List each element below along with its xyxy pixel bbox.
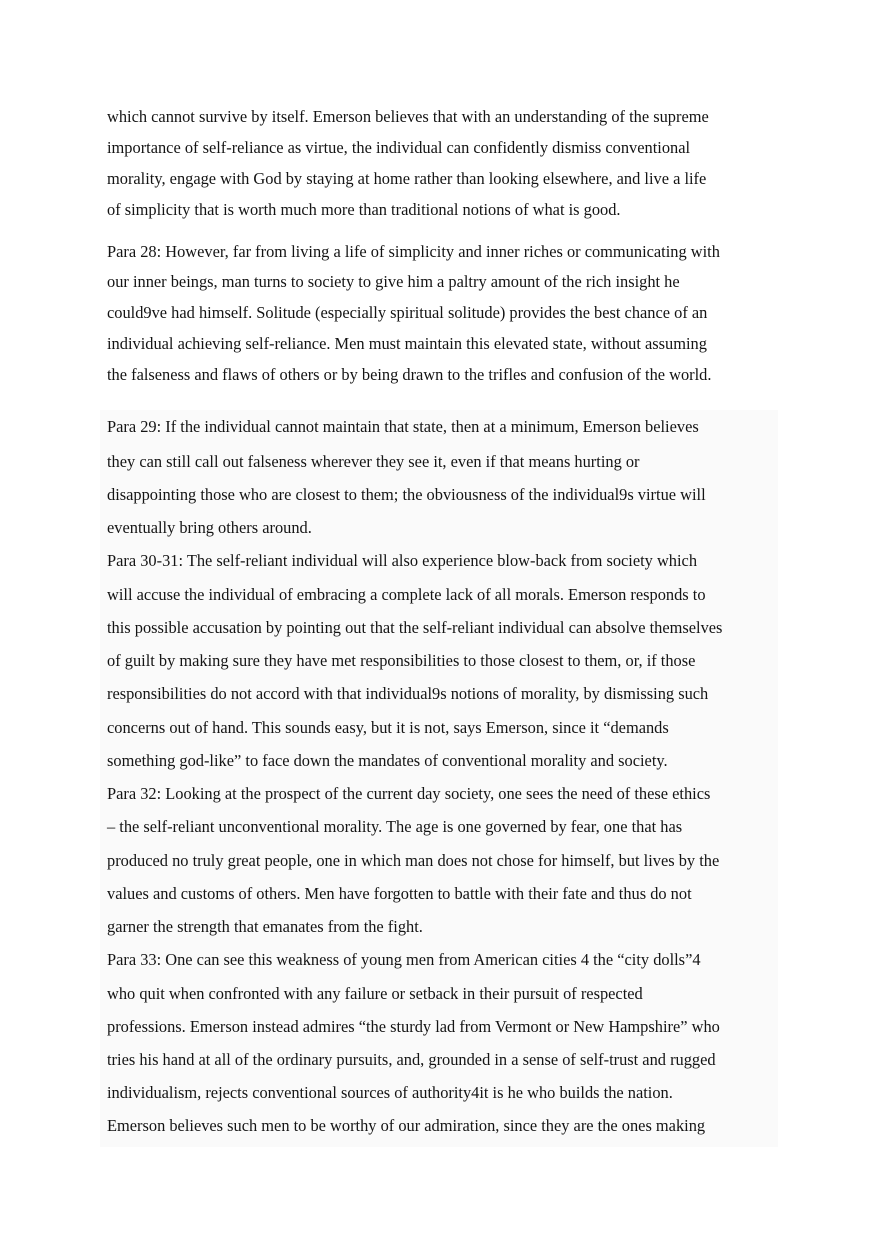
text-line: values and customs of others. Men have forgotten to battle with their fate and thus do not (107, 884, 692, 903)
text-line: which cannot survive by itself. Emerson believes that with an understanding of the supreme (107, 107, 709, 126)
text-line: Para 28: However, far from living a life of simplicity and inner riches or communicating with (107, 242, 720, 261)
text-line: disappointing those who are closest to them; the obviousness of the individual9s virtue will (107, 485, 706, 504)
text-line: who quit when confronted with any failure or setback in their pursuit of respected (107, 984, 643, 1003)
text-line: individualism, rejects conventional sources of authority4it is he who builds the nation. (107, 1083, 673, 1102)
text-line: Para 32: Looking at the prospect of the current day society, one sees the need of these ethics (107, 784, 711, 803)
text-line: morality, engage with God by staying at home rather than looking elsewhere, and live a life (107, 169, 707, 188)
text-line: Emerson believes such men to be worthy of our admiration, since they are the ones making (107, 1116, 706, 1135)
text-line: Para 33: One can see this weakness of young men from American cities 4 the “city dolls”4 (107, 950, 701, 969)
text-line: eventually bring others around. (107, 518, 312, 537)
text-line: produced no truly great people, one in which man does not chose for himself, but lives by the (107, 851, 720, 870)
text-line: garner the strength that emanates from the fight. (107, 917, 423, 936)
text-line: they can still call out falseness wherever they see it, even if that means hurting or (107, 452, 640, 471)
text-line: something god-like” to face down the mandates of conventional morality and society. (107, 751, 668, 770)
text-line: tries his hand at all of the ordinary pursuits, and, grounded in a sense of self-trust and rugged (107, 1050, 716, 1069)
text-line: will accuse the individual of embracing a complete lack of all morals. Emerson responds to (107, 585, 706, 604)
text-line: importance of self-reliance as virtue, the individual can confidently dismiss conventional (107, 138, 691, 157)
text-line: Para 30-31: The self-reliant individual will also experience blow-back from society which (107, 551, 698, 570)
text-line: responsibilities do not accord with that individual9s notions of morality, by dismissing such (107, 684, 709, 703)
text-line: this possible accusation by pointing out that the self-reliant individual can absolve themselves (107, 618, 723, 637)
text-line: individual achieving self-reliance. Men must maintain this elevated state, without assuming (107, 334, 707, 353)
text-line: could9ve had himself. Solitude (especially spiritual solitude) provides the best chance of an (107, 303, 708, 322)
text-line: – the self-reliant unconventional morality. The age is one governed by fear, one that has (107, 817, 683, 836)
text-line: the falseness and flaws of others or by being drawn to the trifles and confusion of the world. (107, 365, 712, 384)
text-line: concerns out of hand. This sounds easy, but it is not, says Emerson, since it “demands (107, 718, 669, 737)
text-line: our inner beings, man turns to society to give him a paltry amount of the rich insight he (107, 272, 680, 291)
text-line: Para 29: If the individual cannot maintain that state, then at a minimum, Emerson believes (107, 417, 699, 436)
text-line: professions. Emerson instead admires “the sturdy lad from Vermont or New Hampshire” who (107, 1017, 720, 1036)
text-line: of guilt by making sure they have met responsibilities to those closest to them, or, if those (107, 651, 696, 670)
text-line: of simplicity that is worth much more than traditional notions of what is good. (107, 200, 621, 219)
